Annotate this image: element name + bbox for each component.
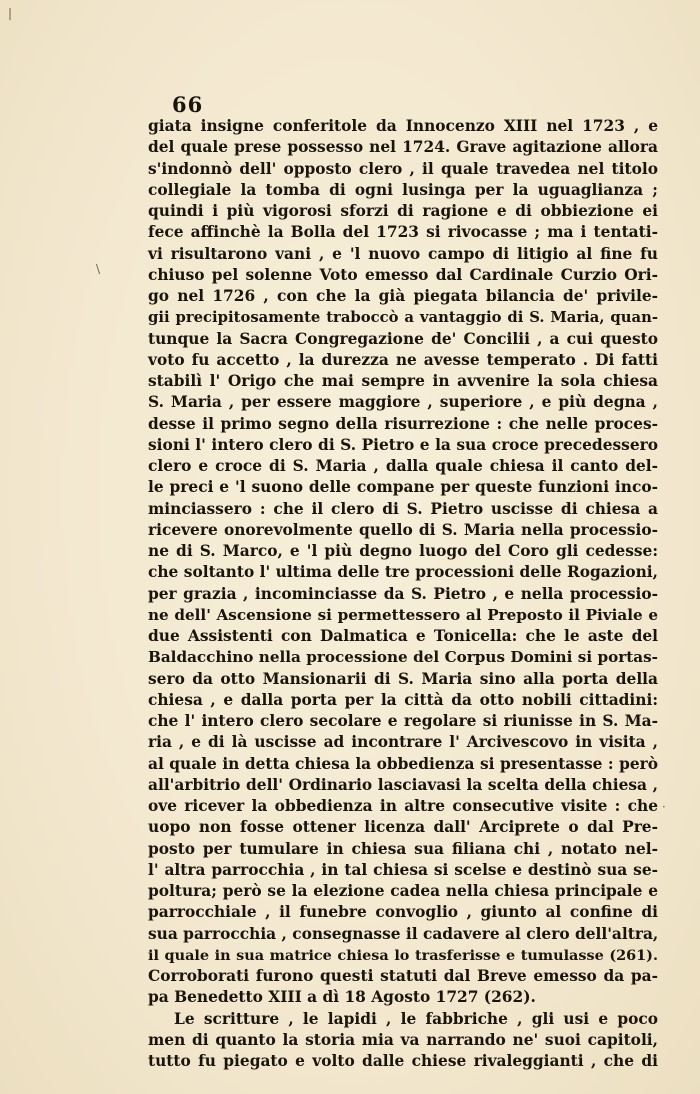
text-line: le preci e 'l suono delle compane per queste funzioni inco- — [148, 478, 658, 497]
text-line: del quale prese possesso nel 1724. Grave agitazione allora — [148, 138, 658, 157]
text-line: ne dell' Ascensione si permettessero al Preposto il Piviale e — [148, 605, 658, 624]
body-text — [148, 116, 658, 1072]
text-line: posto per tumulare in chiesa sua filiana chi , notato nel- — [148, 839, 658, 858]
text-line: men di quanto la storia mia va narrando ne' suoi capitoli, — [148, 1030, 658, 1049]
text-line: gii precipitosamente traboccò a vantaggio di S. Maria, quan- — [148, 309, 658, 327]
text-line: tunque la Sacra Congregazione de' Concilii , a cui questo — [148, 329, 658, 348]
text-line: due Assistenti con Dalmatica e Tonicella: che le aste del — [148, 627, 658, 645]
text-line: ricevere onorevolmente quello di S. Maria nella processio- — [148, 520, 658, 539]
text-line: che soltanto l' ultima delle tre processioni delle Rogazioni, — [148, 563, 658, 582]
text-line: parrocchiale , il funebre convoglio , giunto al confine di — [148, 903, 658, 922]
text-line: il quale in sua matrice chiesa lo trasferisse e tumulasse (261). — [148, 946, 658, 964]
text-line: Corroborati furono questi statuti dal Breve emesso da pa- — [148, 967, 658, 985]
text-line: tutto fu piegato e volto dalle chiese rivaleggianti , che di — [148, 1052, 658, 1070]
text-line: quindi i più vigorosi sforzi di ragione e di obbiezione ei — [148, 202, 658, 220]
text-line: sua parrocchia , consegnasse il cadavere al clero dell'altra, — [148, 924, 659, 943]
text-line: che l' intero clero secolare e regolare si riunisse in S. Ma- — [148, 712, 658, 730]
margin-mark: | — [8, 6, 13, 20]
text-line: Le scritture , le lapidi , le fabbriche , gli usi e poco — [174, 1009, 658, 1028]
text-line: collegiale la tomba di ogni lusinga per la uguaglianza ; — [148, 180, 658, 199]
text-line: poltura; però se la elezione cadea nella chiesa principale e — [148, 882, 658, 900]
text-line: chiuso pel solenne Voto emesso dal Cardinale Curzio Ori- — [148, 265, 658, 284]
text-line: desse il primo segno della risurrezione : che nelle proces- — [148, 414, 658, 433]
text-line: pa Benedetto XIII a dì 18 Agosto 1727 (262). — [148, 988, 536, 1007]
text-line: ne di S. Marco, e 'l più degno luogo del Coro gli cedesse: — [148, 542, 658, 560]
text-line: all'arbitrio dell' Ordinario lasciavasi la scelta della chiesa , — [148, 775, 658, 794]
text-line: S. Maria , per essere maggiore , superiore , e più degna , — [148, 393, 658, 412]
text-line: sioni l' intero clero di S. Pietro e la sua croce precedessero — [148, 435, 658, 454]
text-line: giata insigne conferitole da Innocenzo XIII nel 1723 , e — [148, 117, 658, 135]
text-line: al quale in detta chiesa la obbedienza si presentasse : però — [148, 754, 658, 773]
text-line: per grazia , incominciasse da S. Pietro , e nella processio- — [148, 584, 658, 603]
text-line: clero e croce di S. Maria , dalla quale chiesa il canto del- — [148, 457, 658, 475]
text-line: ove ricever la obbedienza in altre consecutive visite : che — [148, 797, 658, 815]
text-line: ria , e di là uscisse ad incontrare l' Arcivescovo in visita , — [148, 733, 658, 752]
text-line: uopo non fosse ottener licenza dall' Arciprete o dal Pre- — [148, 818, 658, 837]
text-line: s'indonnò dell' opposto clero , il quale travedea nel titolo — [148, 159, 658, 178]
page-number: 66 — [172, 92, 204, 117]
text-line: vi risultarono vani , e 'l nuovo campo di litigio al fine fu — [148, 244, 658, 263]
text-line: go nel 1726 , con che la già piegata bilancia de' privile- — [148, 287, 658, 305]
text-line: sero da otto Mansionarii di S. Maria sino alla porta della — [148, 669, 658, 688]
margin-mark: \ — [96, 262, 101, 276]
text-line: chiesa , e dalla porta per la città da otto nobili cittadini: — [148, 690, 658, 709]
text-line: fece affinchè la Bolla del 1723 si rivocasse ; ma i tentati- — [148, 223, 658, 242]
text-line: minciassero : che il clero di S. Pietro uscisse di chiesa a — [148, 499, 658, 518]
text-line: Baldacchino nella processione del Corpus Domini si portas- — [148, 648, 658, 667]
text-line: voto fu accetto , la durezza ne avesse temperato . Di fatti — [148, 350, 658, 369]
text-line: l' altra parrocchia , in tal chiesa si scelse e destinò sua se- — [148, 860, 658, 879]
text-line: stabilì l' Origo che mai sempre in avvenire la sola chiesa — [148, 372, 658, 390]
margin-mark: · — [662, 800, 666, 814]
